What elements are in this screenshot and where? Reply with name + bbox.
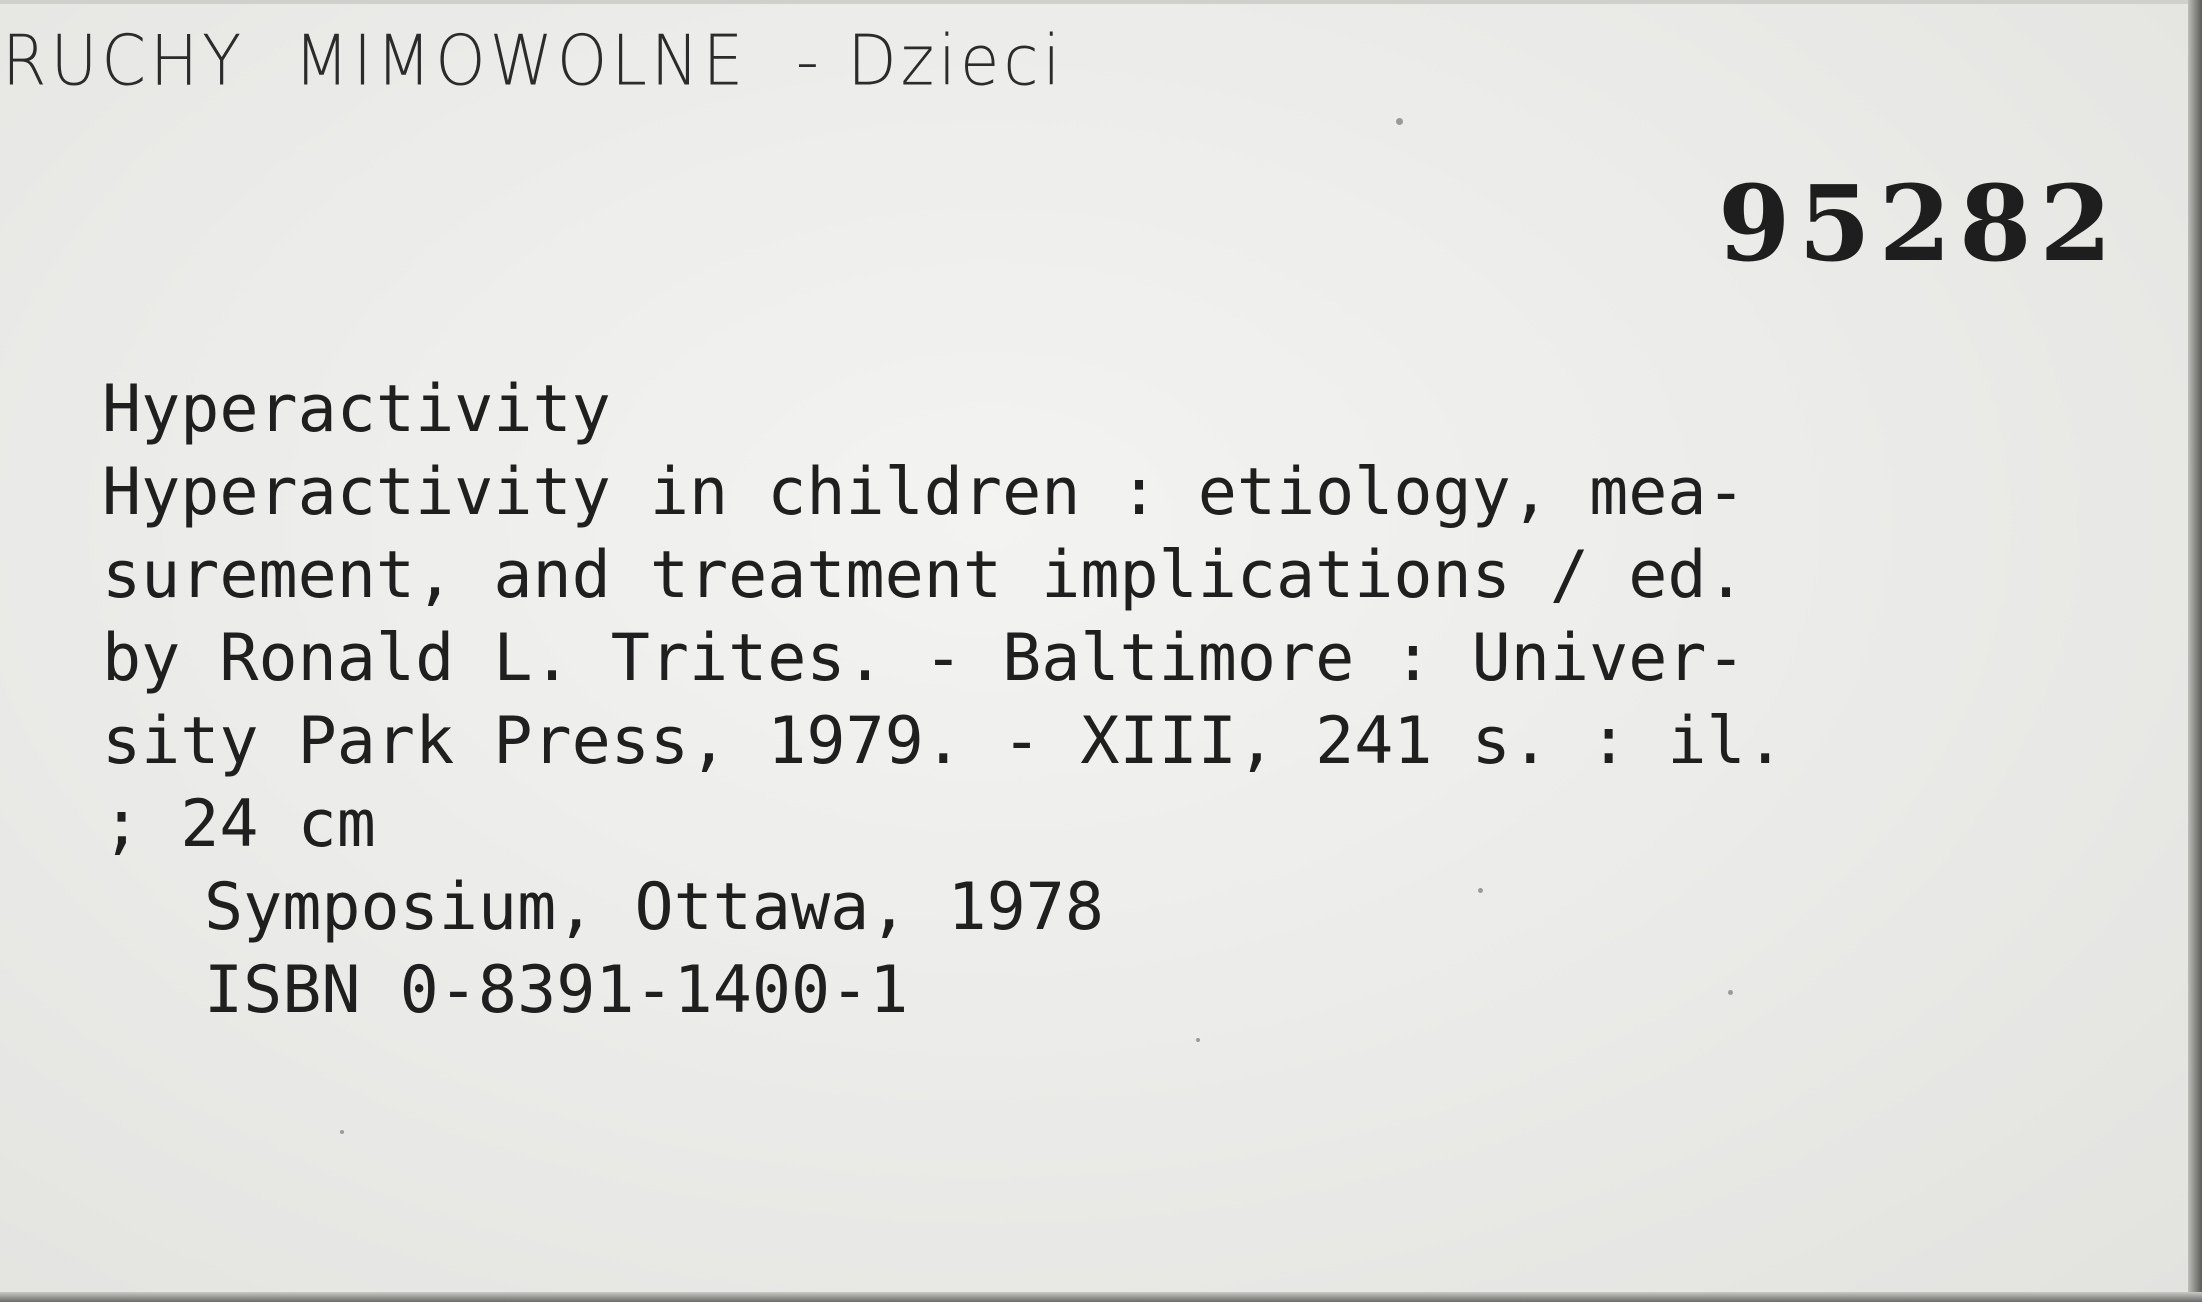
speck — [1196, 1038, 1200, 1042]
editor-publisher-line: by Ronald L. Trites. - Baltimore : Univer- — [102, 621, 1746, 696]
title-line: Hyperactivity in children : etiology, mea- — [102, 455, 1746, 530]
title-line: surement, and treatment implications / ed. — [102, 538, 1746, 613]
note-isbn: ISBN 0-8391-1400-1 — [204, 953, 909, 1028]
dimensions-line: ; 24 cm — [102, 787, 376, 862]
card-edge-bottom — [0, 1292, 2202, 1302]
bibliographic-entry — [102, 368, 1785, 1032]
card-edge-top — [0, 0, 2202, 4]
entry-heading: Hyperactivity — [102, 372, 611, 447]
publication-line: sity Park Press, 1979. - XIII, 241 s. : il. — [102, 704, 1785, 779]
subject-heading: RUCHY MIMOWOLNE - Dzieci — [2, 22, 1065, 102]
note-symposium: Symposium, Ottawa, 1978 — [204, 870, 1105, 945]
card-edge-right — [2188, 0, 2202, 1302]
speck — [340, 1130, 344, 1134]
accession-number: 95282 — [1718, 162, 2120, 285]
speck — [1396, 118, 1403, 125]
